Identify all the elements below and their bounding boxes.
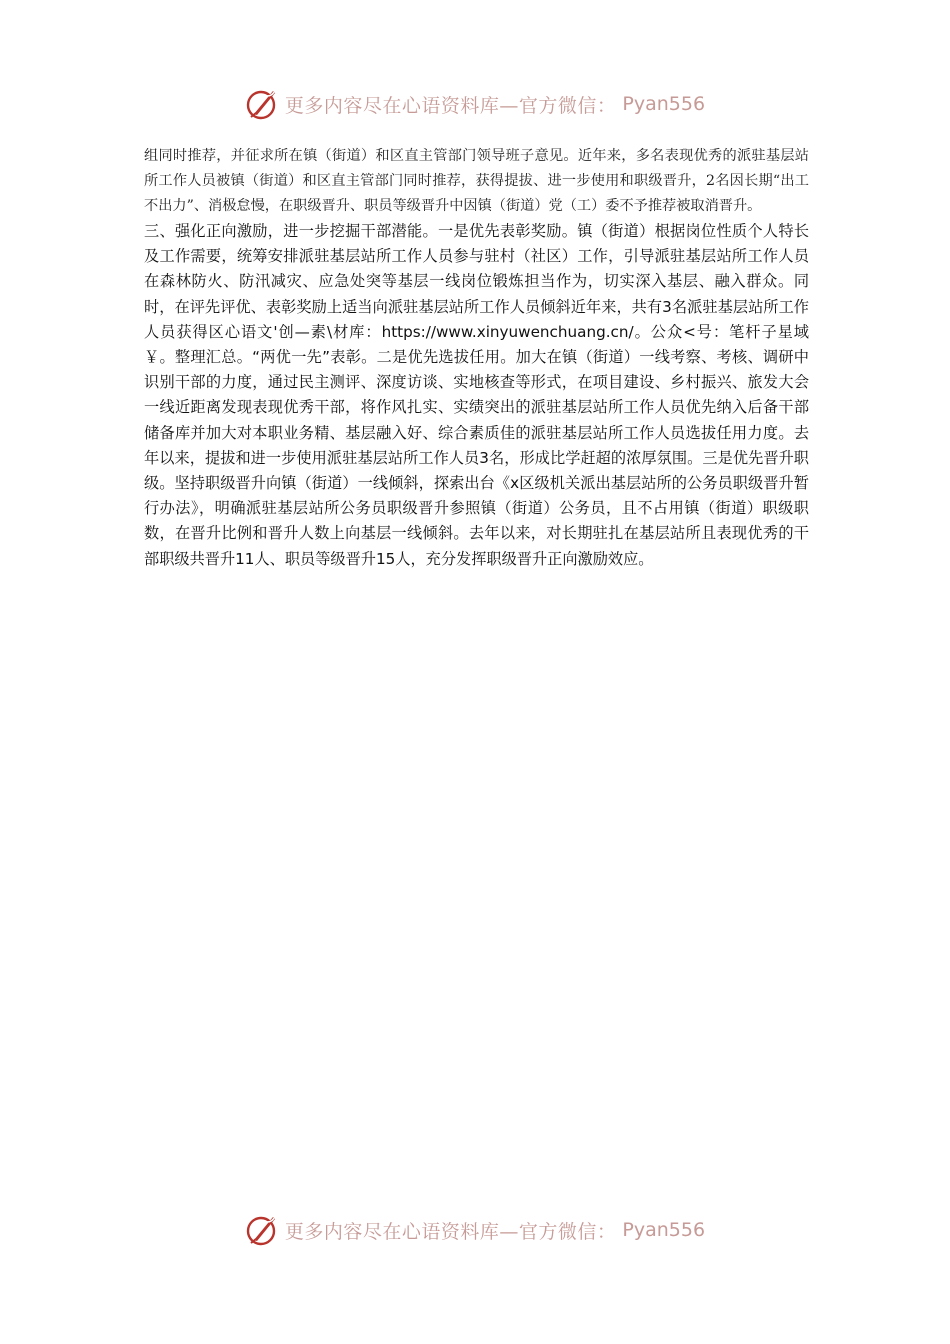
banner-wechat-id: Pyan556 [622, 1219, 706, 1241]
paragraph-2: 三、强化正向激励，进一步挖掘干部潜能。一是优先表彰奖励。镇（街道）根据岗位性质个人特长及工作需要，统筹安排派驻基层站所工作人员参与驻村（社区）工作，引导派驻基层站所工作人员在森林防火、防汛减灾、应急处突等基层一线岗位锻炼担当作为，切实深入基层、融入群众。同时，在评先评优、表彰奖励上适当向派驻基层站所工作人员倾斜近年来，共有3名派驻基层站所工作人员获得区心语文'创—素\材库：https://www.xinyuwenchuang.cn/。公众<号：笔杆子星域￥。整理汇总。“两优一先”表彰。二是优先选拔任用。加大在镇（街道）一线考察、考核、调研中识别干部的力度，通过民主测评、深度访谈、实地核查等形式，在项目建设、乡村振兴、旅发大会一线近距离发现表现优秀干部，将作风扎实、实绩突出的派驻基层站所工作人员优先纳入后备干部储备库并加大对本职业务精、基层融入好、综合素质佳的派驻基层站所工作人员选拔任用力度。去年以来，提拔和进一步使用派驻基层站所工作人员3名，形成比学赶超的浓厚氛围。三是优先晋升职级。坚持职级晋升向镇（街道）一线倾斜，探索出台《x区级机关派出基层站所的公务员职级晋升暂行办法》，明确派驻基层站所公务员职级晋升参照镇（街道）公务员，且不占用镇（街道）职级职数，在晋升比例和晋升人数上向基层一线倾斜。去年以来，对长期驻扎在基层站所且表现优秀的干部职级共晋升11人、职员等级晋升15人，充分发挥职级晋升正向激励效应。 [144, 222, 809, 568]
quill-pen-logo-icon [245, 87, 279, 121]
banner-slogan: 更多内容尽在心语资料库—官方微信： [284, 94, 617, 117]
quill-pen-logo-icon [245, 1213, 279, 1247]
banner-wechat-id: Pyan556 [622, 93, 706, 115]
header-banner [0, 84, 950, 124]
document-body [144, 144, 809, 572]
footer-banner [0, 1210, 950, 1250]
banner-slogan: 更多内容尽在心语资料库—官方微信： [284, 1220, 617, 1243]
paragraph-1: 组同时推荐，并征求所在镇（街道）和区直主管部门领导班子意见。近年来，多名表现优秀的派驻基层站所工作人员被镇（街道）和区直主管部门同时推荐，获得提拔、进一步使用和职级晋升，2名因长期“出工不出力”、消极怠慢，在职级晋升、职员等级晋升中因镇（街道）党（工）委不予推荐被取消晋升。 [144, 148, 809, 214]
